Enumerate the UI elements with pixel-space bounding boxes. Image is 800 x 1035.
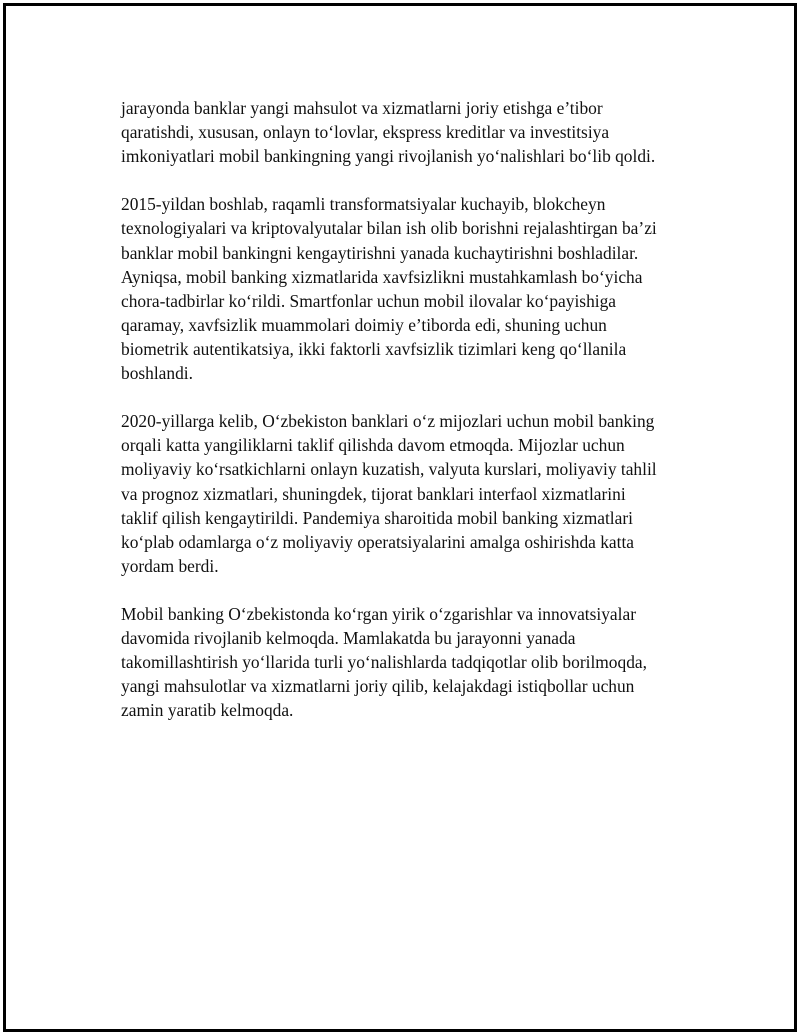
text-line: qaratishdi, xususan, onlayn to‘lovlar, ekspress kreditlar va investitsiya — [121, 122, 610, 143]
text-line: davomida rivojlanib kelmoqda. Mamlakatda bu jarayonni yanada — [121, 628, 576, 649]
document-page — [3, 3, 797, 1032]
text-line: banklar mobil bankingni kengaytirishni yanada kuchaytirishni boshladilar. — [121, 242, 639, 263]
paragraph-1 — [121, 96, 711, 168]
text-line: yordam berdi. — [121, 555, 219, 576]
text-line: 2015-yildan boshlab, raqamli transformatsiyalar kuchayib, blokcheyn — [121, 194, 606, 215]
text-line: orqali katta yangiliklarni taklif qilishda davom etmoqda. Mijozlar uchun — [121, 435, 625, 456]
text-line: texnologiyalari va kriptovalyutalar bilan ish olib borishni rejalashtirgan ba’zi — [121, 218, 657, 239]
text-line: qaramay, xavfsizlik muammolari doimiy e’tiborda edi, shuning uchun — [121, 314, 607, 335]
text-line: zamin yaratib kelmoqda. — [121, 700, 294, 721]
text-line: ko‘plab odamlarga o‘z moliyaviy operatsiyalarini amalga oshirishda katta — [121, 531, 635, 552]
paragraph-2 — [121, 192, 711, 385]
paragraph-3 — [121, 409, 711, 578]
text-line: va prognoz xizmatlari, shuningdek, tijorat banklari interfaol xizmatlarini — [121, 483, 626, 504]
text-line: jarayonda banklar yangi mahsulot va xizmatlarni joriy etishga e’tibor — [121, 98, 603, 118]
text-line: chora-tadbirlar ko‘rildi. Smartfonlar uchun mobil ilovalar ko‘payishiga — [121, 290, 617, 311]
text-line: 2020-yillarga kelib, O‘zbekiston banklari o‘z mijozlari uchun mobil banking — [121, 411, 655, 432]
text-line: boshlandi. — [121, 363, 193, 384]
text-line: yangi mahsulotlar va xizmatlarni joriy qilib, kelajakdagi istiqbollar uchun — [121, 676, 635, 697]
text-line: taklif qilish kengaytirildi. Pandemiya sharoitida mobil banking xizmatlari — [121, 507, 633, 528]
document-body — [121, 96, 711, 747]
text-line: biometrik autentikatsiya, ikki faktorli xavfsizlik tizimlari keng qo‘llanila — [121, 338, 627, 359]
text-line: imkoniyatlari mobil bankingning yangi rivojlanish yo‘nalishlari bo‘lib qoldi. — [121, 146, 656, 167]
paragraph-4 — [121, 602, 711, 722]
text-line: takomillashtirish yo‘llarida turli yo‘nalishlarda tadqiqotlar olib borilmoqda, — [121, 652, 647, 673]
text-line: moliyaviy ko‘rsatkichlarni onlayn kuzatish, valyuta kurslari, moliyaviy tahlil — [121, 459, 657, 480]
text-line: Ayniqsa, mobil banking xizmatlarida xavfsizlikni mustahkamlash bo‘yicha — [121, 266, 643, 287]
text-line: Mobil banking O‘zbekistonda ko‘rgan yirik o‘zgarishlar va innovatsiyalar — [121, 603, 636, 624]
